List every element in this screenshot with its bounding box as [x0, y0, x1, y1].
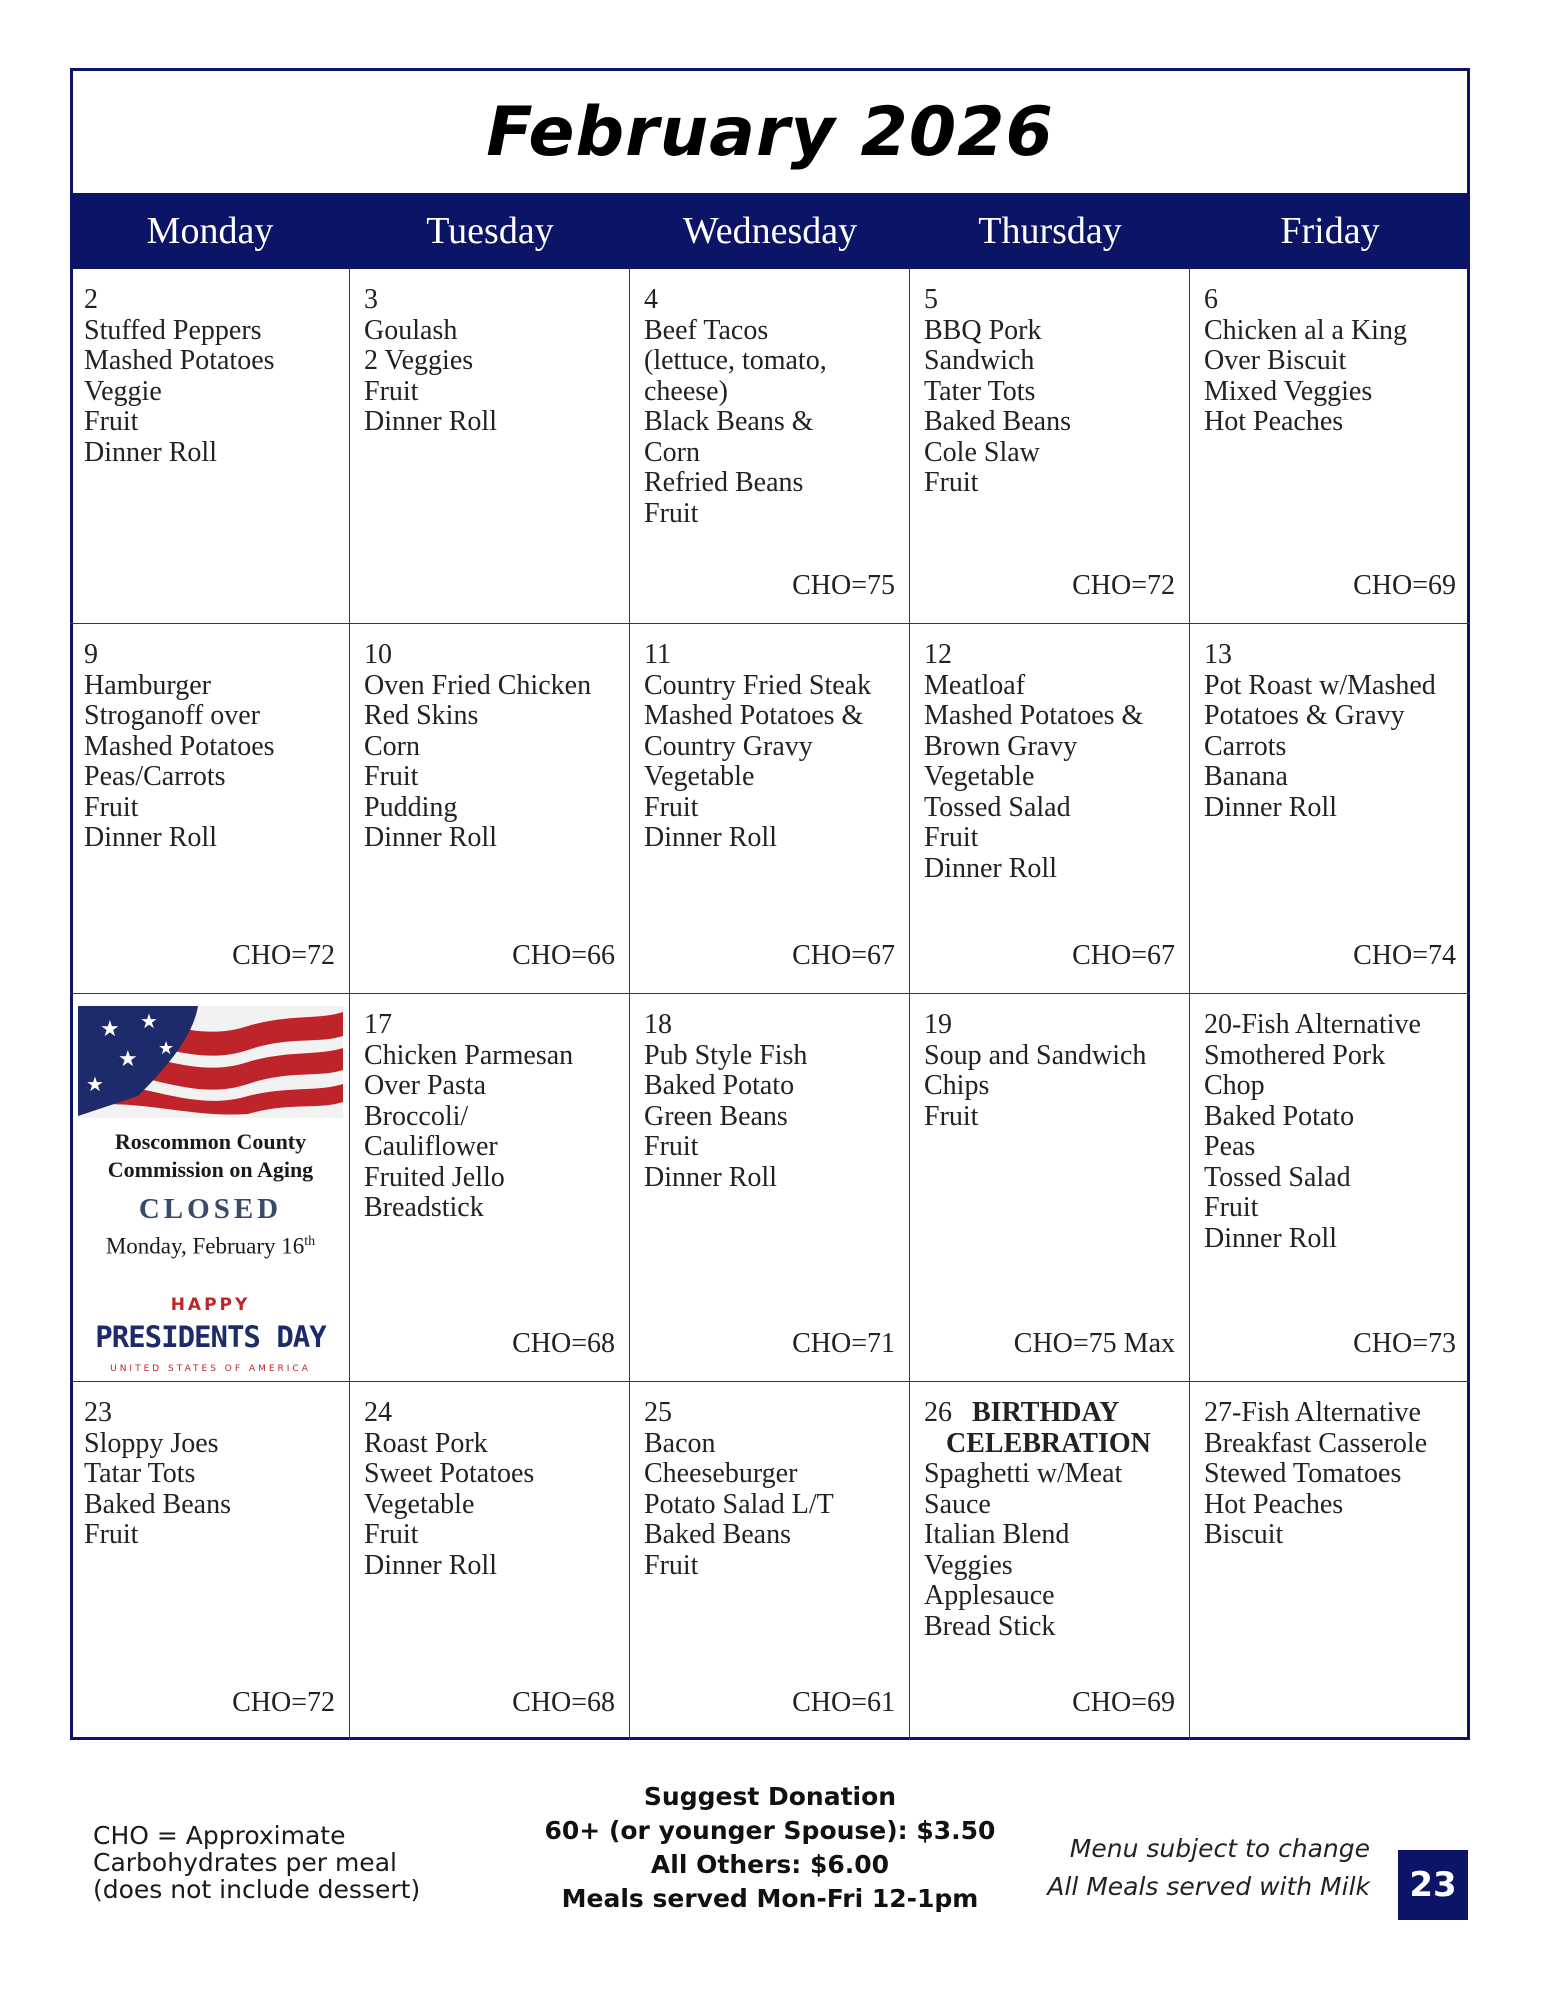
- day-number: 3: [364, 284, 378, 315]
- cho-legend-line: Carbohydrates per meal: [93, 1848, 397, 1877]
- menu-item: Stewed Tomatoes: [1204, 1458, 1402, 1489]
- menu-item: Hamburger: [84, 669, 211, 701]
- donation-line: Meals served Mon-Fri 12-1pm: [561, 1884, 979, 1913]
- presidents-day-text: PRESIDENTS DAY: [95, 1320, 326, 1355]
- menu-item: cheese): [644, 375, 728, 407]
- menu-item: Broccoli/: [364, 1100, 469, 1132]
- menu-item: Oven Fried Chicken: [364, 669, 592, 701]
- donation-line: All Others: $6.00: [650, 1850, 890, 1879]
- menu-item: Vegetable: [644, 761, 755, 792]
- svg-text:★: ★: [158, 1038, 175, 1058]
- menu-item: Pub Style Fish: [644, 1039, 808, 1071]
- menu-item: Mashed Potatoes: [84, 345, 275, 376]
- menu-day-cell: [630, 1382, 910, 1740]
- weekday-friday: Friday: [1280, 210, 1380, 252]
- day-header: [644, 285, 895, 316]
- day-header: [924, 640, 1175, 671]
- birthday-label: CELEBRATION: [946, 1427, 1151, 1459]
- menu-item: Black Beans &: [644, 406, 814, 437]
- org-name-line1: Roscommon County: [114, 1129, 307, 1154]
- day-header: [84, 285, 335, 316]
- menu-item: Hot Peaches: [1204, 406, 1344, 437]
- day-number: 23: [84, 1397, 112, 1428]
- menu-item: Stuffed Peppers: [84, 314, 262, 346]
- day-number: 6: [1204, 284, 1218, 315]
- menu-item: Mashed Potatoes: [84, 730, 275, 762]
- weekday-monday: Monday: [146, 210, 274, 252]
- menu-day-cell: [350, 624, 630, 994]
- menu-item: Mashed Potatoes &: [924, 700, 1144, 731]
- menu-item: Dinner Roll: [924, 852, 1057, 884]
- menu-item: Baked Potato: [1204, 1100, 1355, 1132]
- menu-item: Baked Beans: [84, 1488, 231, 1520]
- menu-item: Country Gravy: [644, 730, 813, 762]
- menu-day-cell: [630, 994, 910, 1382]
- menu-item: Dinner Roll: [84, 436, 217, 468]
- menu-item: Cauliflower: [364, 1131, 498, 1162]
- menu-item: Dinner Roll: [1204, 791, 1337, 823]
- menu-item: Fruited Jello: [364, 1161, 505, 1193]
- day-header: [644, 1398, 895, 1429]
- menu-item: Hot Peaches: [1204, 1488, 1344, 1520]
- day-header: [924, 1010, 1175, 1041]
- day-header: [924, 285, 1175, 316]
- cho-value: CHO=69: [1072, 1686, 1175, 1718]
- cho-value: CHO=72: [232, 1686, 335, 1718]
- american-flag-image: [78, 1006, 343, 1118]
- menu-item: Veggies: [924, 1549, 1013, 1581]
- day-number: 5: [924, 284, 938, 315]
- closed-notice-cell: [70, 994, 350, 1382]
- donation-line: Suggest Donation: [643, 1782, 897, 1811]
- cho-value: CHO=74: [1353, 939, 1456, 971]
- closed-date: [78, 1227, 343, 1262]
- cho-value: CHO=75: [792, 569, 895, 601]
- day-number: 17: [364, 1009, 392, 1040]
- day-header: [1204, 640, 1456, 671]
- donation-info: [520, 1780, 1020, 1916]
- cho-value: CHO=71: [792, 1327, 895, 1359]
- day-number: 27-Fish Alternative: [1204, 1397, 1421, 1428]
- cho-legend-line: CHO = Approximate: [93, 1821, 346, 1850]
- day-header: [924, 1398, 1175, 1429]
- menu-item: Dinner Roll: [364, 406, 497, 437]
- day-header: [364, 1398, 615, 1429]
- menu-item: Peas/Carrots: [84, 761, 226, 792]
- page-number: 23: [1398, 1850, 1468, 1920]
- menu-item: Tossed Salad: [924, 791, 1071, 823]
- closed-label: CLOSED: [138, 1193, 283, 1225]
- day-number: 4: [644, 284, 658, 315]
- menu-item: Fruit: [644, 497, 699, 529]
- day-header: [364, 1010, 615, 1041]
- menu-item: Peas: [1204, 1131, 1256, 1162]
- usa-text: UNITED STATES OF AMERICA: [110, 1364, 311, 1375]
- day-number: 24: [364, 1397, 392, 1428]
- menu-item: Carrots: [1204, 730, 1287, 762]
- menu-item: Baked Beans: [644, 1519, 791, 1550]
- menu-item: Baked Potato: [644, 1070, 795, 1101]
- menu-item: Dinner Roll: [364, 1549, 497, 1581]
- menu-item: Chips: [924, 1070, 990, 1101]
- day-header: [644, 1010, 895, 1041]
- svg-text:★: ★: [100, 1016, 120, 1041]
- cho-legend: [93, 1822, 420, 1903]
- menu-item: Sloppy Joes: [84, 1427, 219, 1459]
- day-header: [364, 640, 615, 671]
- cho-value: CHO=67: [1072, 939, 1175, 971]
- day-header: [84, 640, 335, 671]
- menu-item: Roast Pork: [364, 1427, 488, 1459]
- menu-item: Tossed Salad: [1204, 1161, 1351, 1193]
- menu-item: Smothered Pork: [1204, 1039, 1386, 1071]
- menu-item: Fruit: [924, 822, 979, 853]
- menu-notes: [1030, 1830, 1370, 1906]
- menu-item: Over Biscuit: [1204, 345, 1347, 376]
- menu-item: Cheeseburger: [644, 1458, 798, 1489]
- menu-item: Cole Slaw: [924, 436, 1040, 468]
- menu-item: Dinner Roll: [644, 1161, 777, 1193]
- menu-item: Over Pasta: [364, 1070, 487, 1101]
- day-header: [644, 640, 895, 671]
- menu-item: Country Fried Steak: [644, 669, 872, 701]
- menu-day-cell: [1190, 624, 1470, 994]
- menu-item: Dinner Roll: [1204, 1222, 1337, 1254]
- closed-date-suffix: th: [304, 1233, 316, 1249]
- cho-value: CHO=66: [512, 939, 615, 971]
- menu-item: Breakfast Casserole: [1204, 1427, 1428, 1459]
- day-number: 19: [924, 1009, 952, 1040]
- menu-item: Chicken Parmesan: [364, 1039, 574, 1071]
- donation-line: 60+ (or younger Spouse): $3.50: [544, 1816, 996, 1845]
- menu-item: Corn: [364, 730, 420, 762]
- menu-item: Fruit: [924, 467, 979, 498]
- weekday-thursday: Thursday: [978, 210, 1122, 252]
- weekday-header: [70, 193, 1470, 269]
- menu-item: Pudding: [364, 791, 458, 823]
- menu-item: Refried Beans: [644, 467, 804, 498]
- org-name-line2: Commission on Aging: [107, 1157, 314, 1182]
- menu-item: (lettuce, tomato,: [644, 345, 827, 376]
- cho-value: CHO=68: [512, 1686, 615, 1718]
- menu-item: Stroganoff over: [84, 700, 260, 731]
- menu-item: Dinner Roll: [644, 822, 777, 853]
- cho-legend-line: (does not include dessert): [93, 1875, 421, 1904]
- cho-value: CHO=75 Max: [1013, 1327, 1175, 1359]
- menu-item: BBQ Pork: [924, 314, 1042, 346]
- menu-item: Fruit: [84, 791, 139, 823]
- menu-item: Potatoes & Gravy: [1204, 700, 1405, 731]
- menu-item: Fruit: [644, 1131, 699, 1162]
- menu-item: Fruit: [364, 375, 419, 407]
- menu-item: Corn: [644, 436, 700, 468]
- day-number: 26: [924, 1397, 952, 1428]
- svg-text:★: ★: [118, 1046, 138, 1071]
- day-number: 25: [644, 1397, 672, 1428]
- menu-item: Green Beans: [644, 1100, 788, 1132]
- menu-day-cell: [910, 624, 1190, 994]
- menu-calendar-grid: [70, 269, 1470, 1740]
- menu-item: Sandwich: [924, 345, 1035, 376]
- menu-item: Vegetable: [924, 761, 1035, 792]
- menu-item: Spaghetti w/Meat: [924, 1458, 1123, 1489]
- day-header: [1204, 1010, 1456, 1041]
- menu-day-cell: [70, 624, 350, 994]
- cho-value: CHO=61: [792, 1686, 895, 1718]
- happy-text: HAPPY: [170, 1294, 251, 1315]
- menu-item: Dinner Roll: [364, 822, 497, 853]
- menu-item: Baked Beans: [924, 406, 1071, 437]
- day-number: 9: [84, 639, 98, 670]
- menu-day-cell: [1190, 269, 1470, 624]
- menu-item: Dinner Roll: [84, 822, 217, 853]
- menu-day-cell: [1190, 1382, 1470, 1740]
- menu-item: Italian Blend: [924, 1519, 1070, 1550]
- menu-item: Mixed Veggies: [1204, 375, 1373, 407]
- weekday-wednesday: Wednesday: [682, 210, 858, 252]
- day-header: [1204, 1398, 1456, 1429]
- menu-item: Vegetable: [364, 1488, 475, 1520]
- menu-day-cell: [70, 1382, 350, 1740]
- cho-value: CHO=72: [232, 939, 335, 971]
- birthday-label: BIRTHDAY: [972, 1397, 1120, 1428]
- menu-item: Fruit: [1204, 1192, 1259, 1223]
- menu-day-cell: [630, 269, 910, 624]
- menu-note: All Meals served with Milk: [1047, 1872, 1370, 1901]
- menu-day-cell: [70, 269, 350, 624]
- menu-day-cell: [910, 994, 1190, 1382]
- menu-day-cell: [1190, 994, 1470, 1382]
- menu-item: Breadstick: [364, 1192, 484, 1223]
- menu-item: Fruit: [924, 1100, 979, 1132]
- menu-item: Tater Tots: [924, 375, 1036, 407]
- menu-item: Red Skins: [364, 700, 479, 731]
- page-title: February 2026: [486, 92, 1054, 172]
- cho-value: CHO=67: [792, 939, 895, 971]
- menu-item: Sauce: [924, 1488, 991, 1520]
- menu-day-cell: [350, 994, 630, 1382]
- cho-value: CHO=69: [1353, 569, 1456, 601]
- menu-day-cell: [630, 624, 910, 994]
- menu-item: Pot Roast w/Mashed: [1204, 669, 1436, 701]
- day-number: 2: [84, 284, 98, 315]
- menu-item: Chicken al a King: [1204, 314, 1407, 346]
- menu-day-cell: [350, 1382, 630, 1740]
- day-number: 13: [1204, 639, 1232, 670]
- day-number: 12: [924, 639, 952, 670]
- menu-item: Potato Salad L/T: [644, 1488, 834, 1520]
- menu-note: Menu subject to change: [1069, 1834, 1370, 1863]
- menu-item: Biscuit: [1204, 1519, 1284, 1550]
- day-header: [1204, 285, 1456, 316]
- day-number: 10: [364, 639, 392, 670]
- cho-value: CHO=68: [512, 1327, 615, 1359]
- closed-date-text: Monday, February 16: [105, 1233, 305, 1259]
- day-number: 18: [644, 1009, 672, 1040]
- cho-value: CHO=73: [1353, 1327, 1456, 1359]
- menu-item: Fruit: [644, 1549, 699, 1581]
- menu-item: Soup and Sandwich: [924, 1039, 1147, 1071]
- menu-item: Brown Gravy: [924, 730, 1078, 762]
- day-number: 20-Fish Alternative: [1204, 1009, 1421, 1040]
- menu-item: Fruit: [84, 1519, 139, 1550]
- menu-item: Veggie: [84, 375, 162, 407]
- cho-value: CHO=72: [1072, 569, 1175, 601]
- menu-day-cell: [910, 269, 1190, 624]
- svg-text:★: ★: [86, 1074, 104, 1096]
- menu-item: Fruit: [364, 1519, 419, 1550]
- day-header: [364, 285, 615, 316]
- svg-text:★: ★: [140, 1011, 158, 1033]
- menu-item: Sweet Potatoes: [364, 1458, 535, 1489]
- menu-item: Goulash: [364, 314, 458, 346]
- menu-item: Meatloaf: [924, 669, 1026, 701]
- menu-item: Bread Stick: [924, 1610, 1056, 1642]
- menu-item: Tatar Tots: [84, 1458, 196, 1489]
- menu-item: Fruit: [644, 791, 699, 823]
- day-header: [84, 1398, 335, 1429]
- menu-item: Chop: [1204, 1070, 1265, 1101]
- day-number: 11: [644, 639, 671, 670]
- menu-item: Bacon: [644, 1427, 716, 1459]
- menu-item: Applesauce: [924, 1580, 1055, 1611]
- menu-item: Fruit: [364, 761, 419, 792]
- menu-day-cell: [350, 269, 630, 624]
- menu-item: Beef Tacos: [644, 314, 769, 346]
- menu-item: Fruit: [84, 406, 139, 437]
- org-name: [78, 1128, 343, 1184]
- menu-item: Mashed Potatoes &: [644, 700, 864, 731]
- menu-item: 2 Veggies: [364, 345, 474, 376]
- weekday-tuesday: Tuesday: [426, 210, 554, 252]
- menu-item: Banana: [1204, 761, 1288, 792]
- menu-day-cell: [910, 1382, 1190, 1740]
